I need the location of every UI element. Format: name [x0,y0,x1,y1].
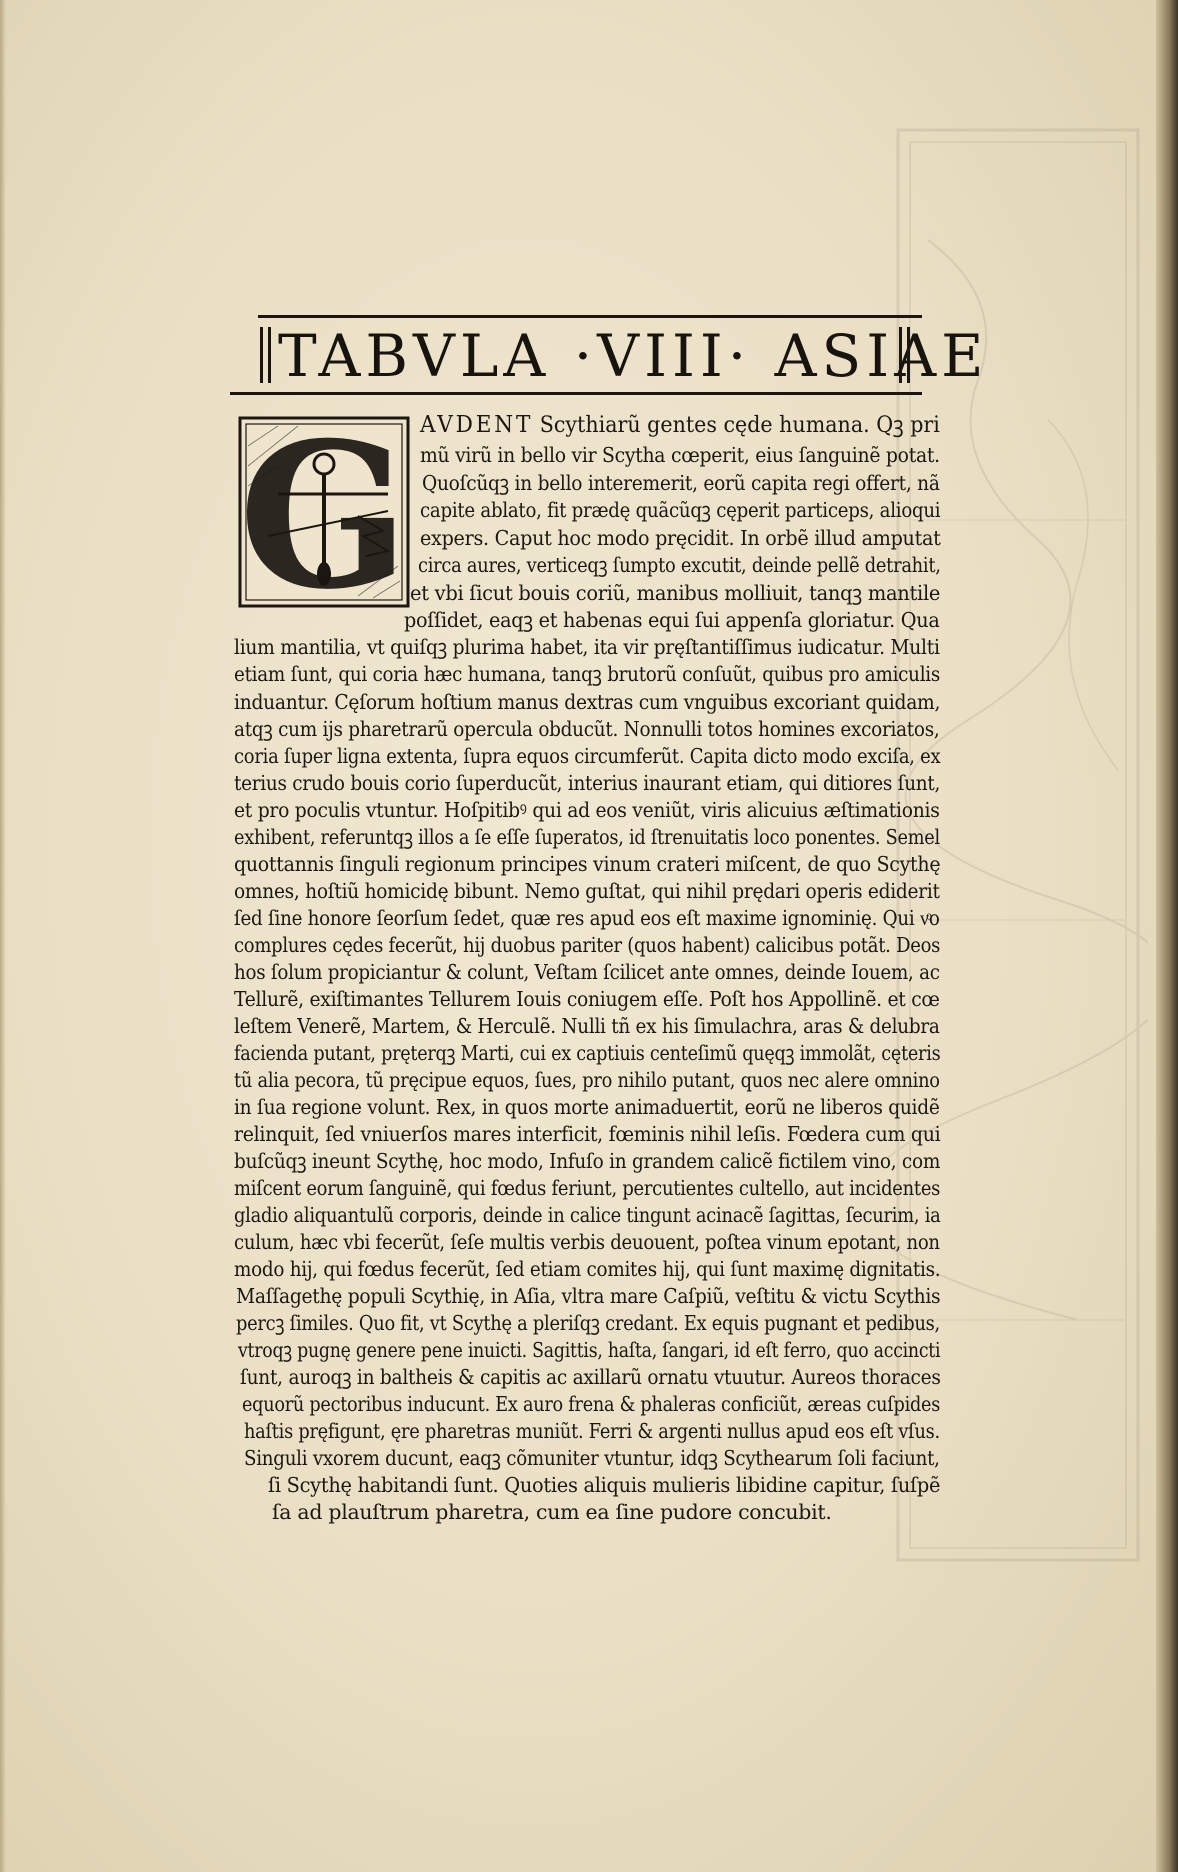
text-line: terius crudo bouis corio ſuperducũt, interius inaurant etiam, qui ditiores ſunt, [234,771,941,795]
text-line: circa aures, verticeqꝫ ſumpto excutit, deinde pellẽ detrahit, [418,553,941,577]
text-line: lium mantilia, vt quiſqꝫ plurima habet, ita vir pręſtantiſſimus iudicatur. Multi [234,635,940,659]
text-line: relinquit, ſed vniuerſos mares interficit, fœminis nihil leſis. Fœdera cum qui [234,1122,941,1146]
lead-caps: AVDENT [420,412,534,438]
text-line: Tellurẽ, exiſtimantes Tellurem Iouis coniugem eſſe. Poſt hos Appollinẽ. et cœ [234,987,940,1011]
text-line: gladio aliquantulũ corporis, deinde in calice tingunt acinacẽ ſagittas, ſecurim, ia [234,1203,941,1227]
text-line: et vbi ſicut bouis coriũ, manibus molliuit, tanqꝫ mantile [410,581,941,605]
text-line: percꝫ ſimiles. Quo fit, vt Scythę a pleriſqꝫ credant. Ex equis pugnant et pedibus, [236,1311,940,1335]
text-line: ſed ſine honore ſeorſum ſedet, quæ res apud eos eſt maxime ignominię. Qui vͦo [234,906,940,930]
text-line: atqꝫ cum ijs pharetrarũ opercula obducũt. Nonnulli totos homines excoriatos, [234,717,940,741]
text-line: poſſidet, eaqꝫ et habenas equi ſui appenſa gloriatur. Qua [404,608,940,632]
text-line: facienda putant, pręterqꝫ Marti, cui ex captiuis centeſimũ quęqꝫ immolãt, cęteris [234,1041,941,1065]
text-line: culum, hæc vbi fecerũt, ſeſe multis verbis deuouent, poſtea vinum epotant, non [234,1230,940,1254]
text-line: tũ alia pecora, tũ pręcipue equos, ſues, pro nihilo putant, quos nec alere omnino [234,1068,940,1092]
text-line: induantur. Cęſorum hoſtium manus dextras cum vnguibus excoriant quidam, [234,690,941,714]
text-line: buſcũqꝫ ineunt Scythę, hoc modo, Infuſo in grandem calicẽ fictilem vino, com [234,1149,941,1173]
text-line: miſcent eorum ſanguinẽ, qui fœdus feriunt, percutientes cultello, aut incidentes [234,1176,941,1200]
text-line: Singuli vxorem ducunt, eaqꝫ cõmuniter vtuntur, idqꝫ Scythearum ſoli faciunt, [244,1446,940,1470]
text-line: Maſſagethę populi Scythię, in Aſia, vltra mare Caſpiũ, veſtitu & victu Scythis [236,1284,941,1308]
text-line: omnes, hoſtiũ homicidę bibunt. Nemo guſtat, qui nihil prędari operis ediderit [234,879,940,903]
text-line: leſtem Venerẽ, Martem, & Herculẽ. Nulli tñ ex his ſimulachra, aras & delubra [234,1014,940,1038]
text-line: mũ virũ in bello vir Scytha cœperit, eius ſanguinẽ potat. [420,443,940,467]
page-title: TABVLA ·VIII· ASIAE [278,322,989,390]
text-line: in ſua regione volunt. Rex, in quos morte animaduertit, eorũ ne liberos quidẽ [234,1095,940,1119]
text-line: capite ablato, fit prædę quãcũqꝫ cęperit particeps, alioqui [420,498,941,522]
text-line: coria ſuper ligna extenta, ſupra equos circumferũt. Capita dicto modo exciſa, ex [234,744,941,768]
text-line: ſunt, auroqꝫ in baltheis & capitis ac axillarũ ornatu vtuutur. Aureos thoraces [240,1365,941,1389]
text-line: etiam ſunt, qui coria hæc humana, tanqꝫ brutorũ conſuũt, quibus pro amiculis [234,662,941,686]
text-line: ſa ad plauſtrum pharetra, cum ea ſine pudore concubit. [272,1500,832,1524]
lead-rest: Scythiarũ gentes cęde humana. Qꝫ pri [539,413,940,438]
text-line: vtroqꝫ pugnę genere pene inuicti. Sagittis, haſta, ſangari, id eſt ferro, quo accincti [238,1338,941,1362]
text-line: equorũ pectoribus inducunt. Ex auro frena & phaleras conficiũt, æreas cuſpides [242,1392,941,1416]
text-line: expers. Caput hoc modo pręcidit. In orbẽ illud amputat [420,526,941,550]
text-line: haſtis pręfigunt, ęre pharetras muniũt. Ferri & argenti nullus apud eos eſt vſus. [244,1419,940,1443]
text-line: et pro poculis vtuntur. Hoſpitibꝰ qui ad eos veniũt, viris alicuius æſtimationis [234,798,940,822]
text-line: Quoſcũqꝫ in bello interemerit, eorũ capita regi offert, nã [422,471,940,495]
initial-letter: G [238,416,410,608]
text-line: modo hij, qui fœdus fecerũt, ſed etiam comites hij, qui ſunt maximę dignitatis. [234,1257,941,1281]
text-line: quottannis ſinguli regionum principes vinum crateri miſcent, de quo Scythę [234,852,941,876]
text-line: ſi Scythę habitandi ſunt. Quoties aliquis mulieris libidine capitur, ſuſpẽ [268,1473,941,1497]
text-line: complures cędes fecerũt, hij duobus pariter (quos habent) calicibus potãt. Deos [234,933,941,957]
text-line: exhibent, referuntqꝫ illos a ſe eſſe ſuperatos, id ſtrenuitatis loco ponentes. Semel [234,825,940,849]
text-line: hos ſolum propiciantur & colunt, Veſtam ſcilicet ante omnes, deinde Iouem, ac [234,960,940,984]
